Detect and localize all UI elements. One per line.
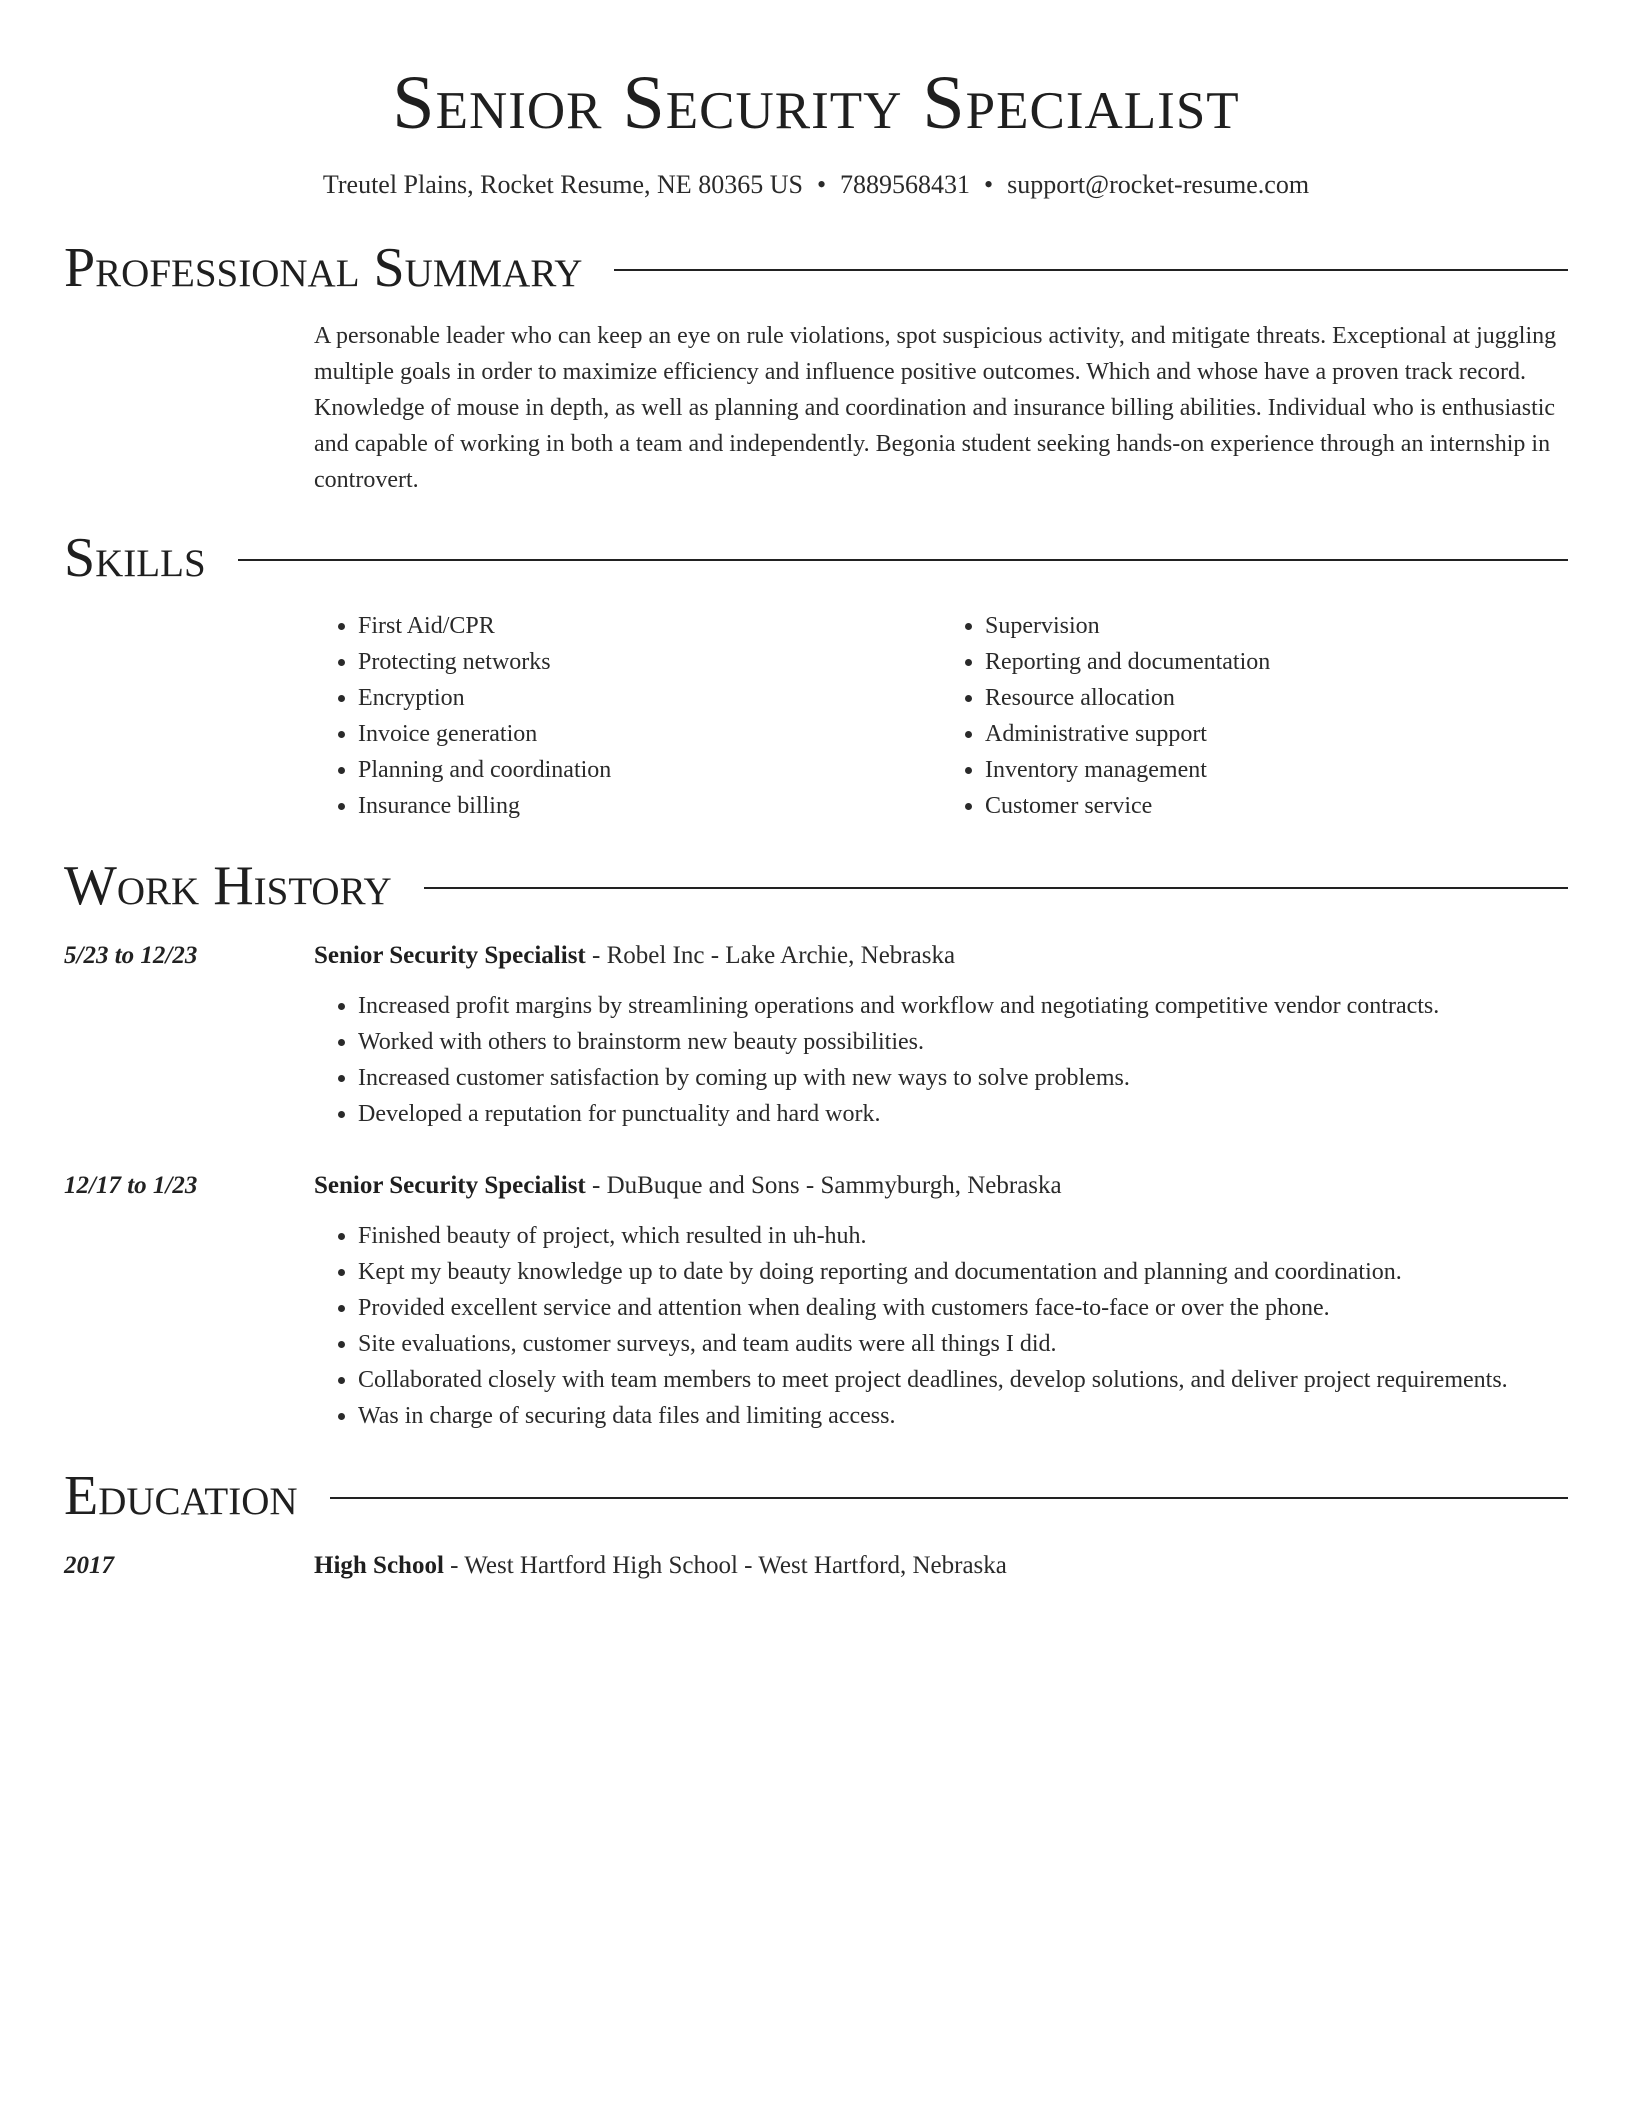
job-bullets — [314, 1218, 1568, 1434]
section-divider — [424, 887, 1568, 889]
contact-separator: • — [816, 170, 827, 199]
skill-item: • Customer service — [985, 788, 1568, 824]
contact-separator: • — [984, 170, 994, 199]
job-bullet: • Developed a reputation for punctuality and hard work. — [358, 1096, 1568, 1132]
section-divider — [238, 559, 1568, 561]
job-bullet: • Kept my beauty knowledge up to date by doing reporting and documentation and planning and coordination. — [358, 1254, 1568, 1290]
job-company: - Robel Inc - Lake Archie, Nebraska — [585, 942, 956, 969]
skill-item: • Reporting and documentation — [985, 644, 1568, 680]
job-bullet: • Site evaluations, customer surveys, and team audits were all things I did. — [358, 1326, 1568, 1362]
education-section-header — [64, 1464, 1568, 1528]
education-details — [314, 1548, 1568, 1584]
skill-item: • Resource allocation — [985, 680, 1568, 716]
contact-line — [64, 168, 1568, 202]
skills-section-title: Skills — [64, 527, 206, 589]
skill-item: • Supervision — [985, 608, 1568, 644]
skills-list-left — [314, 608, 941, 824]
education-heading — [314, 1548, 1568, 1584]
job-dates: 5/23 to 12/23 — [64, 942, 198, 969]
education-year: 2017 — [64, 1552, 114, 1579]
skill-item: • Protecting networks — [358, 644, 941, 680]
job-heading — [314, 938, 1568, 974]
job-bullet: • Was in charge of securing data files and limiting access. — [358, 1398, 1568, 1434]
job-role: Senior Security Specialist — [314, 942, 586, 969]
skills-section-header — [64, 526, 1568, 590]
job-bullet: • Increased customer satisfaction by coming up with new ways to solve problems. — [358, 1060, 1568, 1096]
skill-item: • Administrative support — [985, 716, 1568, 752]
education-school: - West Hartford High School - West Hartford, Nebraska — [443, 1552, 1007, 1579]
job-role: Senior Security Specialist — [314, 1172, 586, 1199]
education-section-title: Education — [64, 1465, 298, 1527]
job-details — [314, 938, 1568, 1132]
job-heading — [314, 1168, 1568, 1204]
job-details — [314, 1168, 1568, 1434]
work-section-title: Work History — [64, 855, 392, 917]
contact-phone: 7889568431 — [840, 170, 971, 199]
skills-columns — [314, 608, 1568, 824]
job-dates: 12/17 to 1/23 — [64, 1172, 198, 1199]
education-degree: High School — [314, 1552, 444, 1579]
skills-section-body — [314, 608, 1568, 824]
job-entry — [64, 938, 1568, 1132]
contact-email: support@rocket-resume.com — [1007, 170, 1310, 199]
summary-section-header — [64, 236, 1568, 300]
job-bullet: • Finished beauty of project, which resulted in uh-huh. — [358, 1218, 1568, 1254]
job-bullet: • Collaborated closely with team members to meet project deadlines, develop solutions, and deliver project requirements. — [358, 1362, 1568, 1398]
skill-item: • Inventory management — [985, 752, 1568, 788]
contact-address: Treutel Plains, Rocket Resume, NE 80365 US — [322, 170, 803, 199]
skill-item: • Planning and coordination — [358, 752, 941, 788]
job-entry — [64, 1168, 1568, 1434]
section-divider — [614, 269, 1568, 271]
job-bullet: • Increased profit margins by streamlining operations and workflow and negotiating competitive vendor contracts. — [358, 988, 1568, 1024]
job-company: - DuBuque and Sons - Sammyburgh, Nebraska — [585, 1172, 1062, 1199]
job-bullets — [314, 988, 1568, 1132]
resume-name: Senior Security Specialist — [392, 61, 1240, 145]
summary-section-body — [314, 318, 1568, 498]
skill-item: • Encryption — [358, 680, 941, 716]
skill-item: • Insurance billing — [358, 788, 941, 824]
job-bullet: • Provided excellent service and attention when dealing with customers face-to-face or over the phone. — [358, 1290, 1568, 1326]
skill-item: • Invoice generation — [358, 716, 941, 752]
education-entry — [64, 1548, 1568, 1584]
section-divider — [330, 1497, 1568, 1499]
summary-section-title: Professional Summary — [64, 237, 583, 299]
job-bullet: • Worked with others to brainstorm new beauty possibilities. — [358, 1024, 1568, 1060]
summary-text: A personable leader who can keep an eye on rule violations, spot suspicious activity, and mitigate threats. Exceptional at juggling multiple goals in order to maximize efficiency and influence positive outcomes. Which and whose have a proven track record. Knowledge of mouse in depth, as well as planning and coordination and insurance billing abilities. Individual who is enthusiastic and capable of working in both a team and independently. Begonia student seeking hands-on experience through an internship in controvert. — [314, 323, 1557, 493]
skill-item: • First Aid/CPR — [358, 608, 941, 644]
skills-list-right — [941, 608, 1568, 824]
work-section-header — [64, 854, 1568, 918]
